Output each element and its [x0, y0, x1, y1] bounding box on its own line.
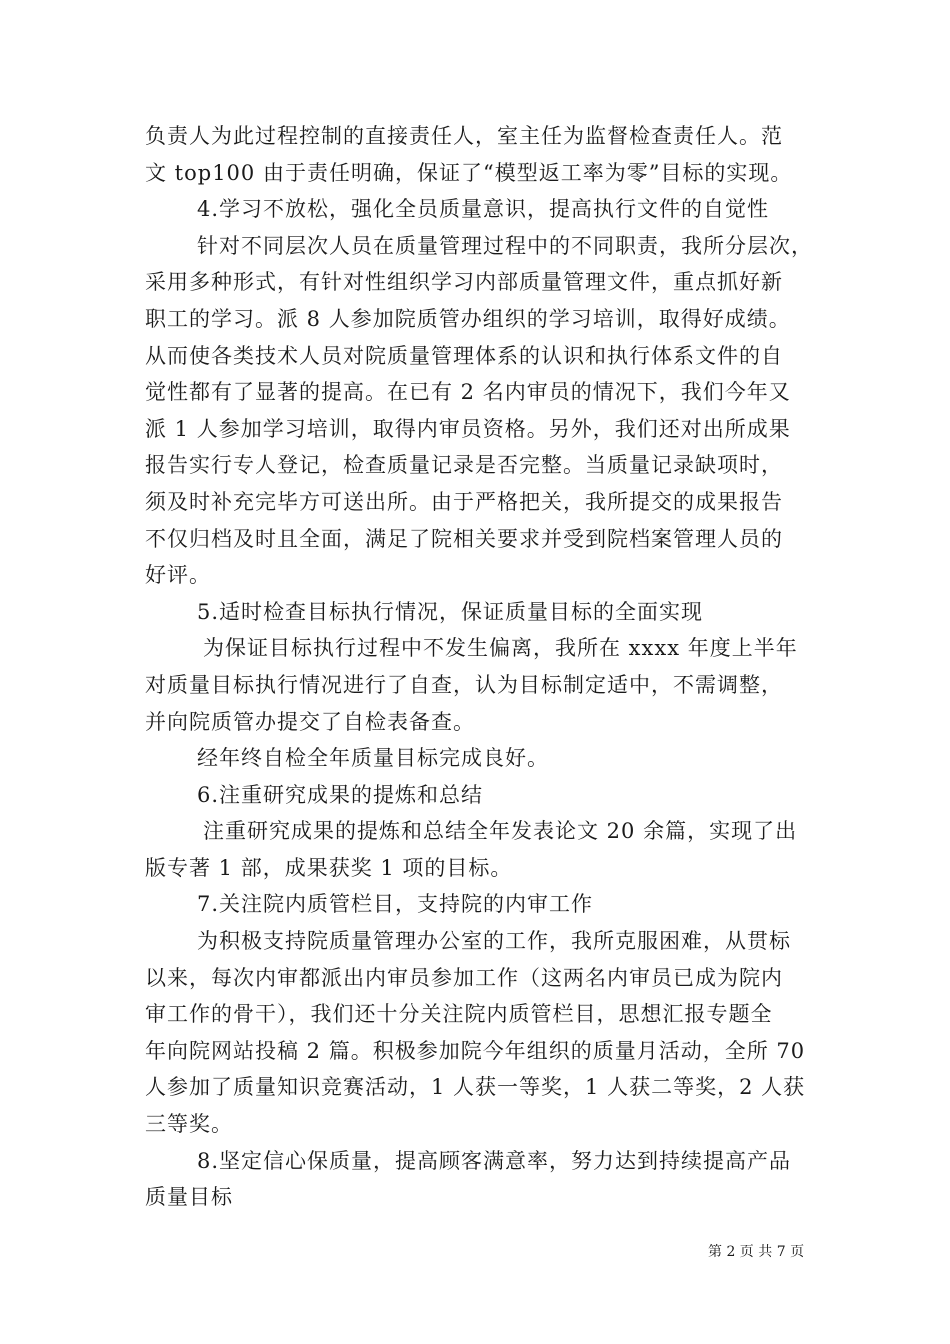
text-line: 对质量目标执行情况进行了自查，认为目标制定适中，不需调整， — [145, 672, 783, 697]
section-heading: 4.学习不放松，强化全员质量意识，提高执行文件的自觉性 — [197, 197, 770, 222]
text-line: 质量目标 — [145, 1185, 233, 1210]
text-line: 须及时补充完毕方可送出所。由于严格把关，我所提交的成果报告 — [145, 489, 783, 514]
text-line: 觉性都有了显著的提高。在已有 2 名内审员的情况下，我们今年又 — [145, 380, 791, 405]
text-line: 以来，每次内审都派出内审员参加工作（这两名内审员已成为院内 — [145, 965, 783, 990]
section-heading: 6.注重研究成果的提炼和总结 — [197, 782, 484, 807]
section-heading: 7.关注院内质管栏目，支持院的内审工作 — [197, 892, 594, 917]
paragraph-first-line: 为积极支持院质量管理办公室的工作，我所克服困难，从贯标 — [197, 929, 791, 954]
text-line: 采用多种形式，有针对性组织学习内部质量管理文件，重点抓好新 — [145, 270, 783, 295]
section-heading: 8.坚定信心保质量，提高顾客满意率，努力达到持续提高产品 — [197, 1148, 792, 1173]
section-heading: 5.适时检查目标执行情况，保证质量目标的全面实现 — [197, 599, 704, 624]
text-line: 版专著 1 部，成果获奖 1 项的目标。 — [145, 855, 513, 880]
text-line: 三等奖。 — [145, 1112, 233, 1137]
text-line: 审工作的骨干），我们还十分关注院内质管栏目，思想汇报专题全 — [145, 1002, 773, 1027]
paragraph-first-line: 针对不同层次人员在质量管理过程中的不同职责，我所分层次， — [197, 233, 813, 258]
document-body — [145, 118, 813, 1216]
paragraph-first-line: 经年终自检全年质量目标完成良好。 — [197, 746, 549, 771]
text-line: 不仅归档及时且全面，满足了院相关要求并受到院档案管理人员的 — [145, 526, 783, 551]
text-line: 文 top100 由于责任明确，保证了“模型返工率为零”目标的实现。 — [145, 160, 793, 185]
paragraph-first-line: 为保证目标执行过程中不发生偏离，我所在 xxxx 年度上半年 — [203, 636, 798, 661]
text-line: 报告实行专人登记，检查质量记录是否完整。当质量记录缺项时， — [145, 453, 783, 478]
text-line: 负责人为此过程控制的直接责任人，室主任为监督检查责任人。范 — [145, 124, 783, 148]
text-line: 好评。 — [145, 563, 211, 588]
text-line: 派 1 人参加学习培训，取得内审员资格。另外，我们还对出所成果 — [145, 416, 791, 441]
text-line: 从而使各类技术人员对院质量管理体系的认识和执行体系文件的自 — [145, 343, 783, 368]
page-number: 第 2 页 共 7 页 — [708, 1244, 805, 1260]
text-line: 年向院网站投稿 2 篇。积极参加院今年组织的质量月活动，全所 70 — [145, 1038, 806, 1063]
text-line: 职工的学习。派 8 人参加院质管办组织的学习培训，取得好成绩。 — [145, 306, 791, 331]
text-line: 并向院质管办提交了自检表备查。 — [145, 709, 475, 734]
text-line: 人参加了质量知识竞赛活动，1 人获一等奖，1 人获二等奖，2 人获 — [145, 1075, 806, 1100]
paragraph-first-line: 注重研究成果的提炼和总结全年发表论文 20 余篇，实现了出 — [203, 819, 798, 844]
